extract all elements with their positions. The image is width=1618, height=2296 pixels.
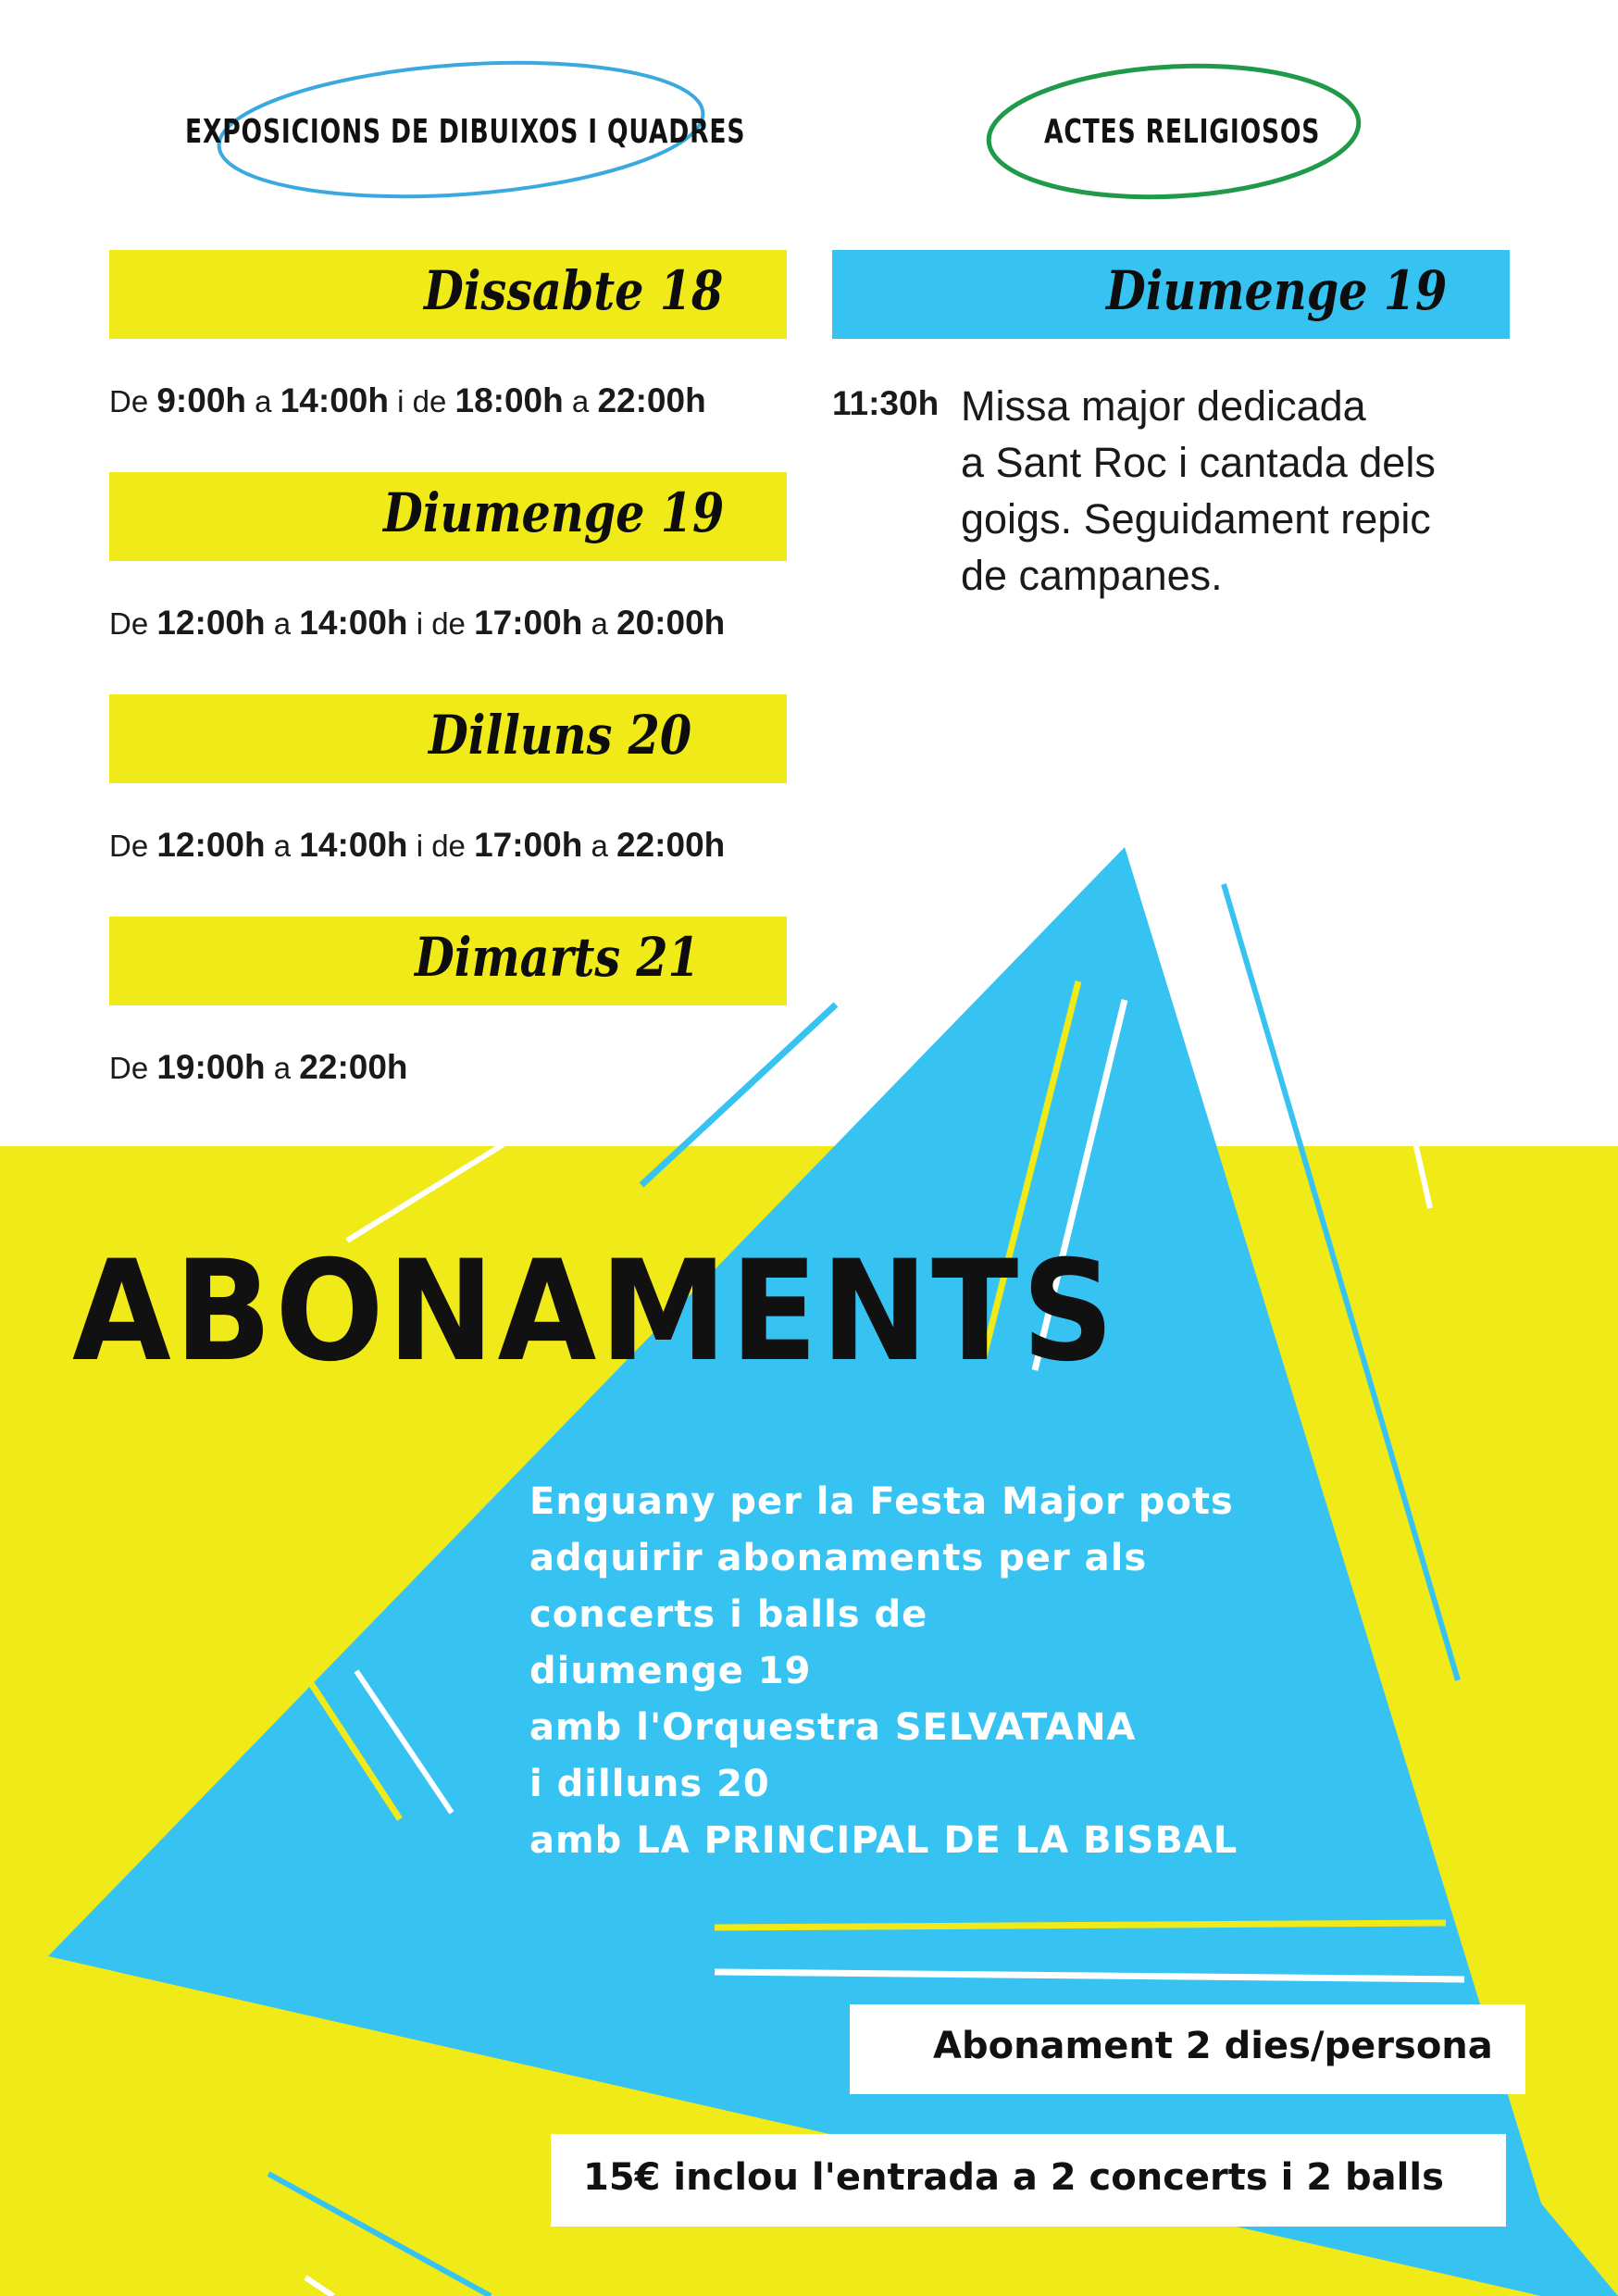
day-title: Dissabte 18 (424, 259, 724, 322)
hours-line (109, 604, 725, 643)
hour-connector: a (265, 606, 300, 641)
hour-connector: De (109, 606, 157, 641)
day-bar-dissabte (109, 250, 787, 339)
abonament-line: amb l'Orquestra SELVATANA (529, 1706, 1137, 1749)
hour-connector: a (265, 829, 300, 863)
hour-value: 19:00h (156, 1048, 266, 1086)
price-detail-box (551, 2134, 1506, 2227)
abonament-line: concerts i balls de (529, 1593, 928, 1636)
day-bar-diumenge (109, 472, 787, 561)
day-title: Dimarts 21 (415, 926, 700, 989)
hour-value: 20:00h (616, 604, 726, 642)
hour-connector: i de (388, 384, 455, 418)
hour-value: 22:00h (597, 381, 706, 419)
abonament-line: i dilluns 20 (529, 1763, 770, 1805)
exhibitions-heading: EXPOSICIONS DE DIBUIXOS I QUADRES (185, 113, 746, 151)
religious-heading: ACTES RELIGIOSOS (1044, 113, 1321, 151)
hours-line (109, 826, 725, 865)
hour-value: 12:00h (156, 826, 266, 864)
day-bar-dimarts (109, 917, 787, 1005)
abonament-line: diumenge 19 (529, 1650, 812, 1692)
hour-value: 17:00h (474, 604, 583, 642)
day-title: Diumenge 19 (1106, 259, 1448, 322)
hour-connector: i de (407, 829, 475, 863)
religious-time: 11:30h (832, 384, 940, 422)
hour-value: 22:00h (616, 826, 726, 864)
hours-line (109, 1048, 408, 1087)
abonaments-description (529, 1474, 1238, 1869)
day-title: Diumenge 19 (383, 481, 725, 544)
hour-connector: a (265, 1051, 300, 1085)
hour-value: 14:00h (280, 381, 389, 419)
hour-connector: a (563, 384, 598, 418)
abonament-line: amb LA PRINCIPAL DE LA BISBAL (529, 1819, 1238, 1862)
price-label-box (850, 2004, 1525, 2094)
description-line: Missa major dedicada (961, 382, 1366, 430)
hour-connector: a (246, 384, 280, 418)
day-bar-religious (832, 250, 1510, 339)
hour-connector: i de (407, 606, 475, 641)
day-bar-dilluns (109, 694, 787, 783)
hour-value: 14:00h (299, 826, 408, 864)
hour-connector: De (109, 384, 157, 418)
hour-connector: De (109, 1051, 157, 1085)
hour-value: 14:00h (299, 604, 408, 642)
price-detail: 15€ inclou l'entrada a 2 concerts i 2 balls (583, 2156, 1444, 2199)
abonament-line: Enguany per la Festa Major pots (529, 1480, 1234, 1523)
abonament-line: adquirir abonaments per als (529, 1537, 1148, 1579)
description-line: de campanes. (961, 552, 1223, 599)
hour-value: 12:00h (156, 604, 266, 642)
hour-value: 9:00h (156, 381, 247, 419)
hour-connector: a (582, 829, 617, 863)
hour-connector: a (582, 606, 617, 641)
hour-value: 17:00h (474, 826, 583, 864)
hour-value: 18:00h (454, 381, 564, 419)
description-line: goigs. Seguidament repic (961, 495, 1431, 543)
price-label: Abonament 2 dies/persona (933, 2025, 1493, 2067)
hour-connector: De (109, 829, 157, 863)
day-title: Dilluns 20 (429, 704, 692, 767)
abonaments-title: ABONAMENTS (72, 1231, 1118, 1392)
religious-description (961, 378, 1516, 604)
hours-line (109, 381, 706, 420)
hour-value: 22:00h (299, 1048, 408, 1086)
description-line: a Sant Roc i cantada dels (961, 439, 1436, 486)
